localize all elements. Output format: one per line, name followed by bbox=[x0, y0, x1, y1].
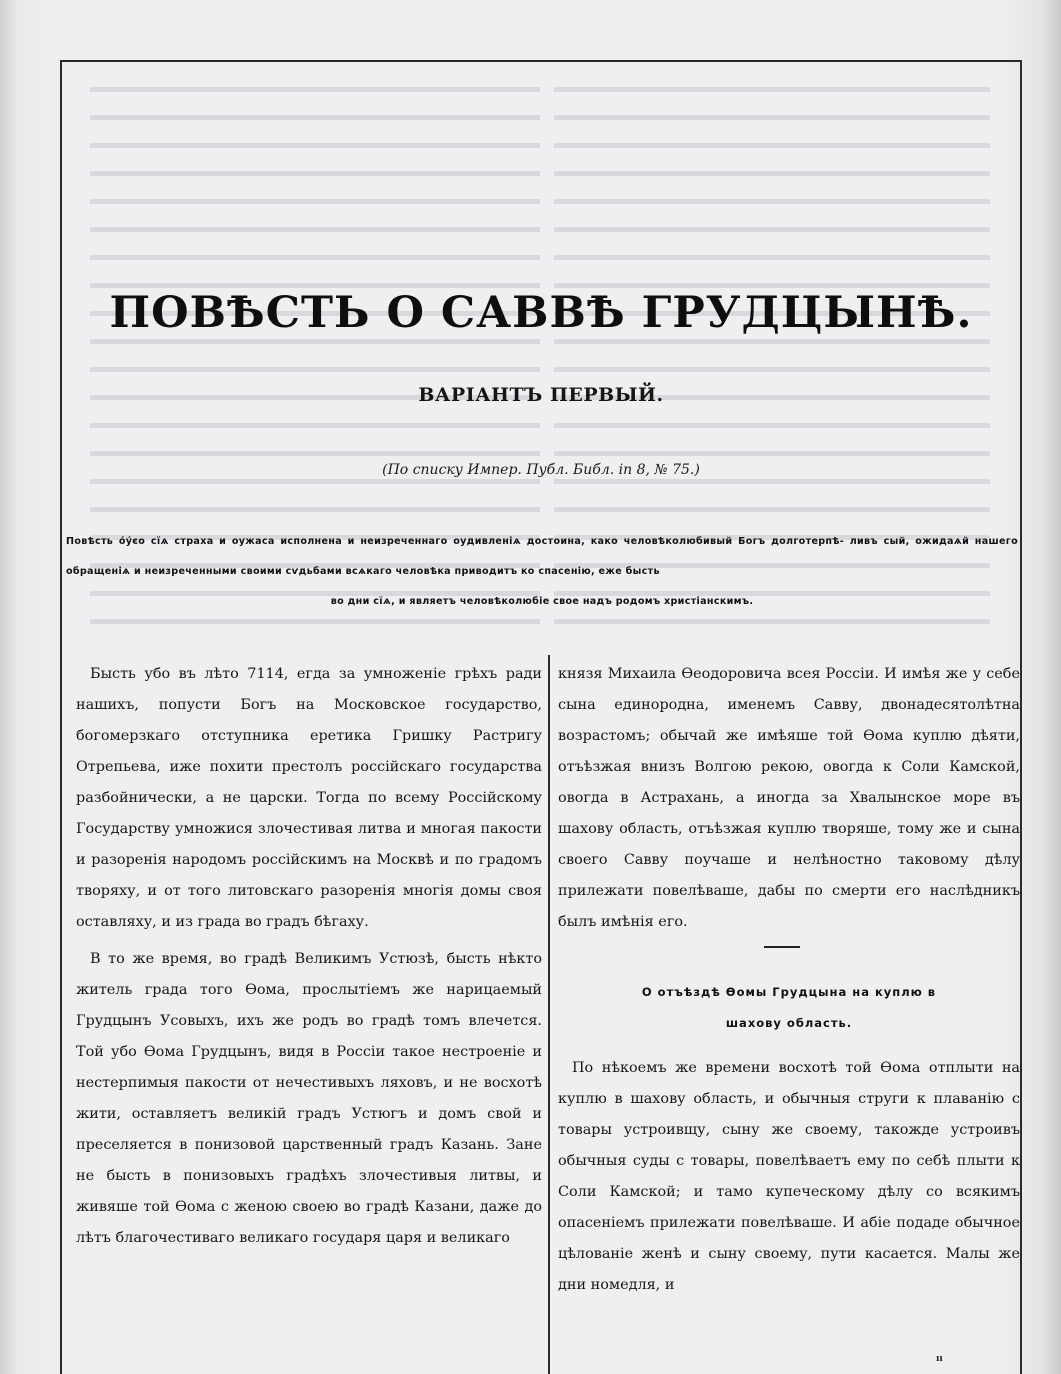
column-divider bbox=[548, 655, 550, 1374]
right-paragraph-2: По нѣкоемъ же времени восхотѣ той Ѳома отплыти на куплю в шахову область, и обычныя струги к плаванію с товары устроивщу, сыну же своему, такожде устроивъ обычныя суды с товары, повелѣваетъ ему по себѣ плыти к Соли Камской; и тамо купеческому дѣлу со всякимъ опасеніемъ прилежати повелѣваше. И абіе подаде обычное цѣлованіе женѣ и сыну своему, пути касается. Малы же дни номедля, и bbox=[558, 1060, 1020, 1293]
section-heading-line-1: О отъѣздѣ Ѳомы Грудцына на куплю в bbox=[641, 985, 937, 999]
preface-line-2: ливъ сый, ожидаѧй нашего обращеніѧ и неизреченными своими сѵдьбами всѧкаго человѣка приводитъ ко спасенію, еже бысть bbox=[66, 536, 1019, 577]
left-column bbox=[76, 659, 542, 1254]
section-heading-line-2: шахову область. bbox=[725, 1016, 853, 1030]
preface-line-1: Повѣсть о́у́єо сїѧ страха и оужаса исполнена и неизреченнаго оудивленіѧ достоина, како человѣколюбивый Богъ долготерпѣ- bbox=[66, 536, 844, 547]
left-paragraph-1: Бысть убо въ лѣто 7114, егда за умноженіе грѣхъ ради нашихъ, попусти Богъ на Московское государство, богомерзкаго отступника еретика Гришку Растригу Отрепьева, иже похити престолъ россійскаго государства разбойнически, а не царски. Тогда по всему Россійскому Государству умножися злочестивая литва и многая пакости и разоренія народомъ россійскимъ на Москвѣ и по градомъ творяху, и от того литовскаго разоренія многія домы своя оставляху, и из града во градъ бѣгаху. bbox=[76, 666, 542, 930]
variant-subtitle: ВАРІАНТЪ ПЕРВЫЙ. bbox=[418, 384, 664, 406]
right-paragraph-1: князя Михаила Ѳеодоровича всея Россіи. И имѣя же у себе сына единородна, именемъ Савву, двонадесятолѣтна возрастомъ; обычай же имѣяше той Ѳома куплю дѣяти, отъѣзжая внизъ Волгою рекою, овогда к Соли Камской, овогда в Астрахань, а иногда за Хвалынское море въ шахову область, отъѣзжая куплю творяше, тому же и сына своего Савву поучаше и нелѣностно таковому дѣлу прилежати повелѣваше, дабы по смерти его наслѣдникъ былъ имѣнія его. bbox=[558, 666, 1020, 930]
left-paragraph-2: В то же время, во градѣ Великимъ Устюзѣ, бысть нѣкто житель града того Ѳома, прослытіемъ же нарицаемый Грудцынъ Усовыхъ, ихъ же родъ во градѣ томъ влечется. Той убо Ѳома Грудцынъ, видя в Россіи такое нестроеніе и нестерпимыя пакости от нечестивыхъ ляховъ, и не восхотѣ жити, оставляетъ великій градъ Устюгъ и домъ свой и преселяется в понизовой царственный градъ Казань. Зане не бысть в понизовыхъ градѣхъ злочестивыя литвы, и живяше той Ѳома с женою своею во градѣ Казани, даже до лѣтъ благочестиваго великаго государя царя и великаго bbox=[76, 951, 542, 1246]
signature-mark: ıı bbox=[936, 1354, 943, 1364]
source-citation: (По списку Импер. Публ. Библ. in 8, № 75.) bbox=[382, 462, 700, 478]
page-title: ПОВѢСТЬ О САВВѢ ГРУДЦЫНѢ. bbox=[109, 288, 973, 338]
right-column-top bbox=[558, 659, 1020, 938]
preface-paragraph bbox=[66, 527, 1018, 617]
section-dash bbox=[764, 946, 800, 948]
right-column-bottom bbox=[558, 1053, 1020, 1301]
preface-line-3: во дни сїѧ, и являетъ человѣколюбіе свое надъ родомъ христіанскимъ. bbox=[330, 596, 754, 607]
